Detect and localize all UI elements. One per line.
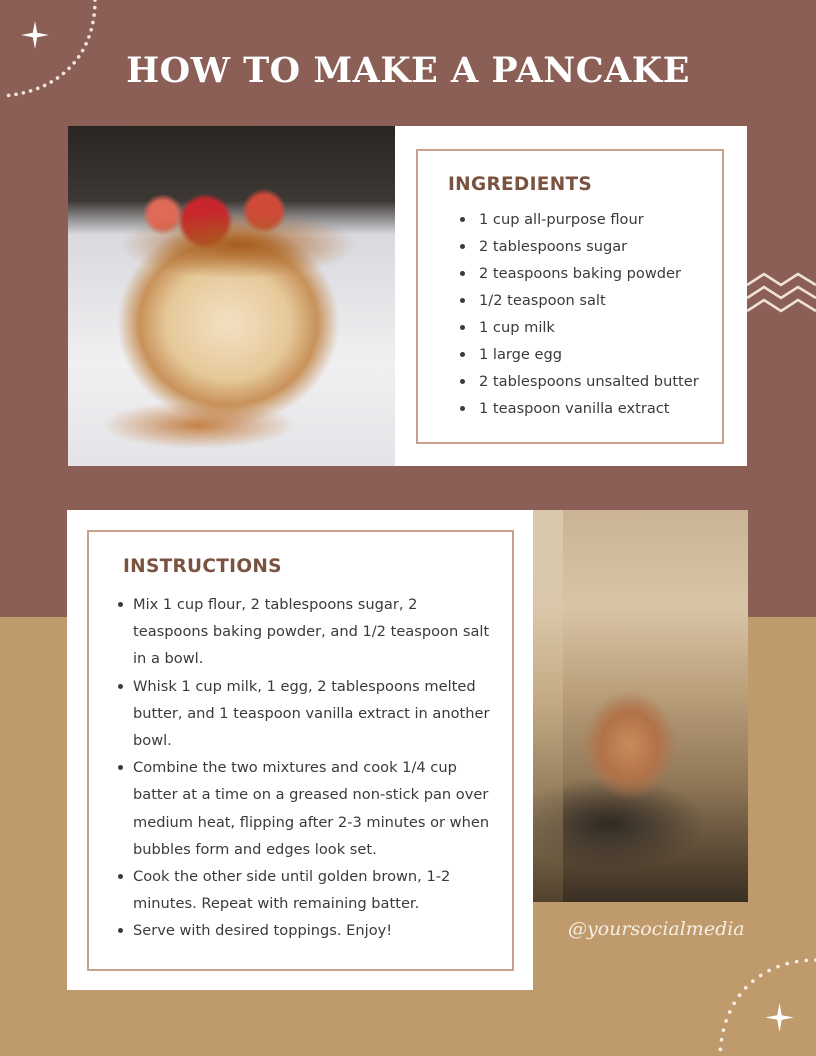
ingredient-item: 1 teaspoon vanilla extract — [458, 395, 699, 422]
instructions-card — [67, 510, 533, 990]
ingredient-item: 1 cup all-purpose flour — [458, 206, 699, 233]
ingredients-list — [458, 206, 699, 422]
instructions-frame — [87, 530, 514, 971]
instruction-step: Whisk 1 cup milk, 1 egg, 2 tablespoons melted butter, and 1 teaspoon vanilla extract in another bowl. — [117, 673, 492, 755]
ingredient-item: 1 large egg — [458, 341, 699, 368]
instruction-step: Cook the other side until golden brown, 1-2 minutes. Repeat with remaining batter. — [117, 863, 492, 917]
social-handle: @yoursocialmedia — [568, 918, 745, 940]
instruction-step: Mix 1 cup flour, 2 tablespoons sugar, 2 teaspoons baking powder, and 1/2 teaspoon salt in a bowl. — [117, 591, 492, 673]
ingredients-frame — [416, 149, 724, 444]
ingredient-item: 2 tablespoons sugar — [458, 233, 699, 260]
dotted-arc-icon — [712, 955, 816, 1056]
zigzag-icon — [747, 268, 816, 318]
pancake-photo — [68, 126, 395, 466]
chef-photo — [533, 510, 748, 902]
sparkle-icon — [765, 1003, 794, 1032]
ingredients-heading: INGREDIENTS — [448, 174, 593, 195]
ingredient-item: 2 teaspoons baking powder — [458, 260, 699, 287]
ingredient-item: 2 tablespoons unsalted butter — [458, 368, 699, 395]
sparkle-icon — [21, 21, 49, 49]
instructions-list — [117, 591, 492, 945]
ingredient-item: 1 cup milk — [458, 314, 699, 341]
instruction-step: Serve with desired toppings. Enjoy! — [117, 917, 492, 944]
ingredients-card — [395, 126, 747, 466]
page-title: HOW TO MAKE A PANCAKE — [126, 50, 690, 91]
ingredient-item: 1/2 teaspoon salt — [458, 287, 699, 314]
instruction-step: Combine the two mixtures and cook 1/4 cup batter at a time on a greased non-stick pan over medium heat, flipping after 2-3 minutes or when bubbles form and edges look set. — [117, 754, 492, 863]
instructions-heading: INSTRUCTIONS — [123, 556, 282, 577]
